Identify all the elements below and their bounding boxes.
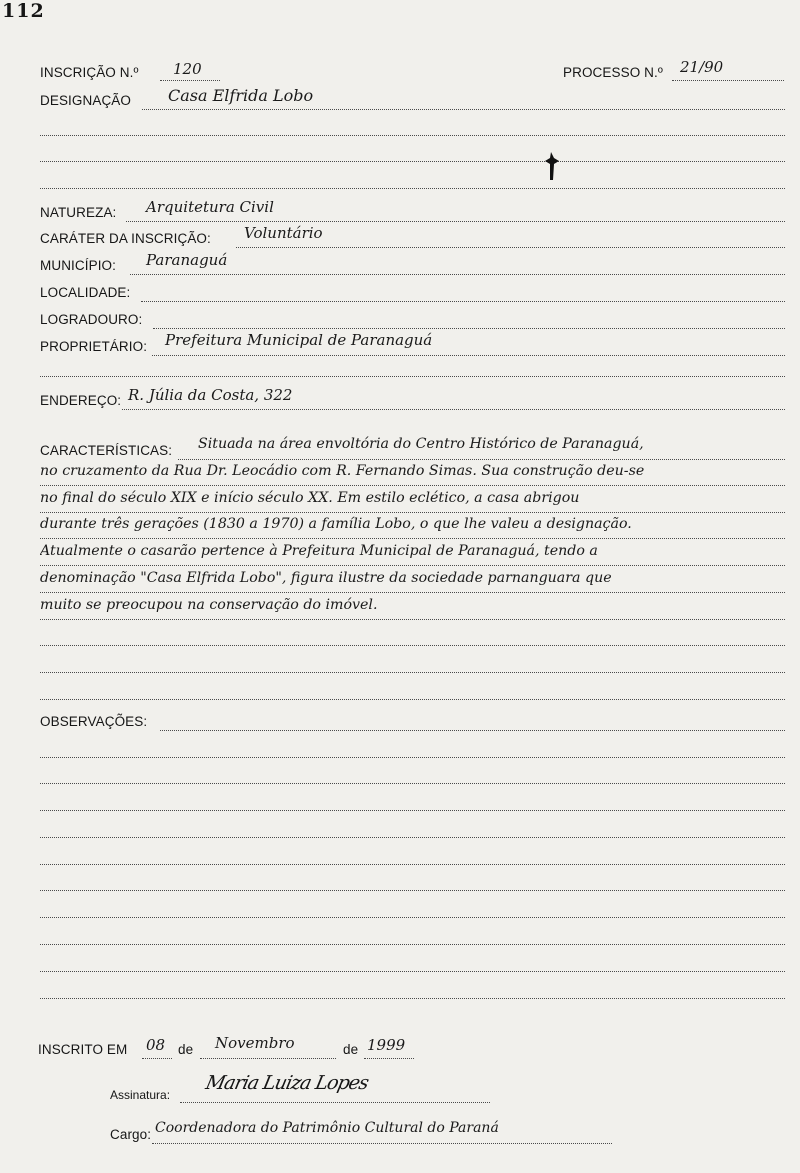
carater-label: CARÁTER DA INSCRIÇÃO: bbox=[40, 231, 211, 246]
carater-value: Voluntário bbox=[244, 224, 323, 242]
inscricao-line bbox=[160, 80, 220, 81]
logradouro-line bbox=[153, 328, 785, 329]
blank-line-5 bbox=[40, 645, 785, 646]
endereco-label: ENDEREÇO: bbox=[40, 393, 122, 408]
inscrito-year: 1999 bbox=[367, 1036, 406, 1054]
cargo-value: Coordenadora do Patrimônio Cultural do Paraná bbox=[155, 1120, 499, 1136]
localidade-label: LOCALIDADE: bbox=[40, 285, 131, 300]
caracteristicas-line-0 bbox=[178, 459, 785, 460]
blank-line-6 bbox=[40, 672, 785, 673]
obs-line-10 bbox=[40, 998, 785, 999]
processo-value: 21/90 bbox=[680, 58, 724, 76]
proprietario-label: PROPRIETÁRIO: bbox=[40, 339, 148, 354]
caracteristicas-text-3: durante três gerações (1830 a 1970) a família Lobo, o que lhe valeu a designação. bbox=[40, 516, 632, 532]
assinatura-line bbox=[180, 1102, 490, 1103]
inscrito-de-1: de bbox=[178, 1042, 194, 1057]
designacao-value: Casa Elfrida Lobo bbox=[168, 86, 314, 105]
inscrito-day: 08 bbox=[146, 1036, 166, 1054]
endereco-line bbox=[122, 409, 785, 410]
logradouro-label: LOGRADOURO: bbox=[40, 312, 143, 327]
caracteristicas-text-0: Situada na área envoltória do Centro Histórico de Paranaguá, bbox=[198, 436, 644, 452]
municipio-line bbox=[130, 274, 785, 275]
designacao-label: DESIGNAÇÃO bbox=[40, 93, 132, 108]
obs-line-9 bbox=[40, 971, 785, 972]
carater-line bbox=[236, 247, 785, 248]
inscricao-value: 120 bbox=[173, 60, 202, 78]
proprietario-value: Prefeitura Municipal de Paranaguá bbox=[165, 331, 433, 349]
blank-line-7 bbox=[40, 699, 785, 700]
blank-line-3 bbox=[40, 188, 785, 189]
cargo-line bbox=[152, 1143, 612, 1144]
processo-line bbox=[672, 80, 784, 81]
blank-line-2 bbox=[40, 161, 785, 162]
natureza-line bbox=[126, 221, 785, 222]
obs-line-8 bbox=[40, 944, 785, 945]
obs-line-4 bbox=[40, 837, 785, 838]
observacoes-label: OBSERVAÇÕES: bbox=[40, 714, 148, 729]
caracteristicas-text-4: Atualmente o casarão pertence à Prefeitura Municipal de Paranaguá, tendo a bbox=[40, 543, 598, 559]
caracteristicas-label: CARACTERÍSTICAS: bbox=[40, 443, 173, 458]
caracteristicas-line-4 bbox=[40, 565, 785, 566]
inscricao-label: INSCRIÇÃO N.º bbox=[40, 65, 139, 80]
caracteristicas-text-1: no cruzamento da Rua Dr. Leocádio com R. Fernando Simas. Sua construção deu-se bbox=[40, 463, 645, 479]
cargo-label: Cargo: bbox=[110, 1127, 152, 1142]
obs-line-1 bbox=[40, 757, 785, 758]
page-number: 112 bbox=[2, 0, 45, 22]
inscrito-month: Novembro bbox=[215, 1034, 295, 1052]
localidade-line bbox=[141, 301, 785, 302]
caracteristicas-line-5 bbox=[40, 592, 785, 593]
natureza-label: NATUREZA: bbox=[40, 205, 117, 220]
observacoes-line bbox=[160, 730, 785, 731]
caracteristicas-text-6: muito se preocupou na conservação do imóvel. bbox=[40, 597, 378, 613]
proprietario-line bbox=[152, 355, 785, 356]
caracteristicas-line-3 bbox=[40, 538, 785, 539]
municipio-label: MUNICÍPIO: bbox=[40, 258, 117, 273]
municipio-value: Paranaguá bbox=[146, 251, 228, 269]
inscrito-year-line bbox=[364, 1058, 414, 1059]
obs-line-6 bbox=[40, 890, 785, 891]
inscrito-month-line bbox=[200, 1058, 336, 1059]
caracteristicas-line-6 bbox=[40, 619, 785, 620]
inscrito-day-line bbox=[142, 1058, 172, 1059]
natureza-value: Arquitetura Civil bbox=[146, 198, 274, 216]
assinatura-signature: Maria Luiza Lopes bbox=[203, 1072, 371, 1094]
blank-line-1 bbox=[40, 135, 785, 136]
blank-line-4 bbox=[40, 376, 785, 377]
inscrito-de-2: de bbox=[343, 1042, 359, 1057]
inscrito-label: INSCRITO EM bbox=[38, 1042, 128, 1057]
caracteristicas-line-1 bbox=[40, 485, 785, 486]
assinatura-label: Assinatura: bbox=[110, 1088, 171, 1102]
caracteristicas-text-5: denominação "Casa Elfrida Lobo", figura ilustre da sociedade parnanguara que bbox=[40, 570, 612, 586]
obs-line-7 bbox=[40, 917, 785, 918]
obs-line-3 bbox=[40, 810, 785, 811]
caracteristicas-line-2 bbox=[40, 512, 785, 513]
caracteristicas-text-2: no final do século XIX e início século XX. Em estilo eclético, a casa abrigou bbox=[40, 490, 580, 506]
obs-line-5 bbox=[40, 864, 785, 865]
processo-label: PROCESSO N.º bbox=[563, 65, 663, 80]
obs-line-2 bbox=[40, 783, 785, 784]
designacao-line bbox=[142, 109, 785, 110]
endereco-value: R. Júlia da Costa, 322 bbox=[128, 386, 293, 404]
ink-blot-mark bbox=[542, 152, 562, 182]
